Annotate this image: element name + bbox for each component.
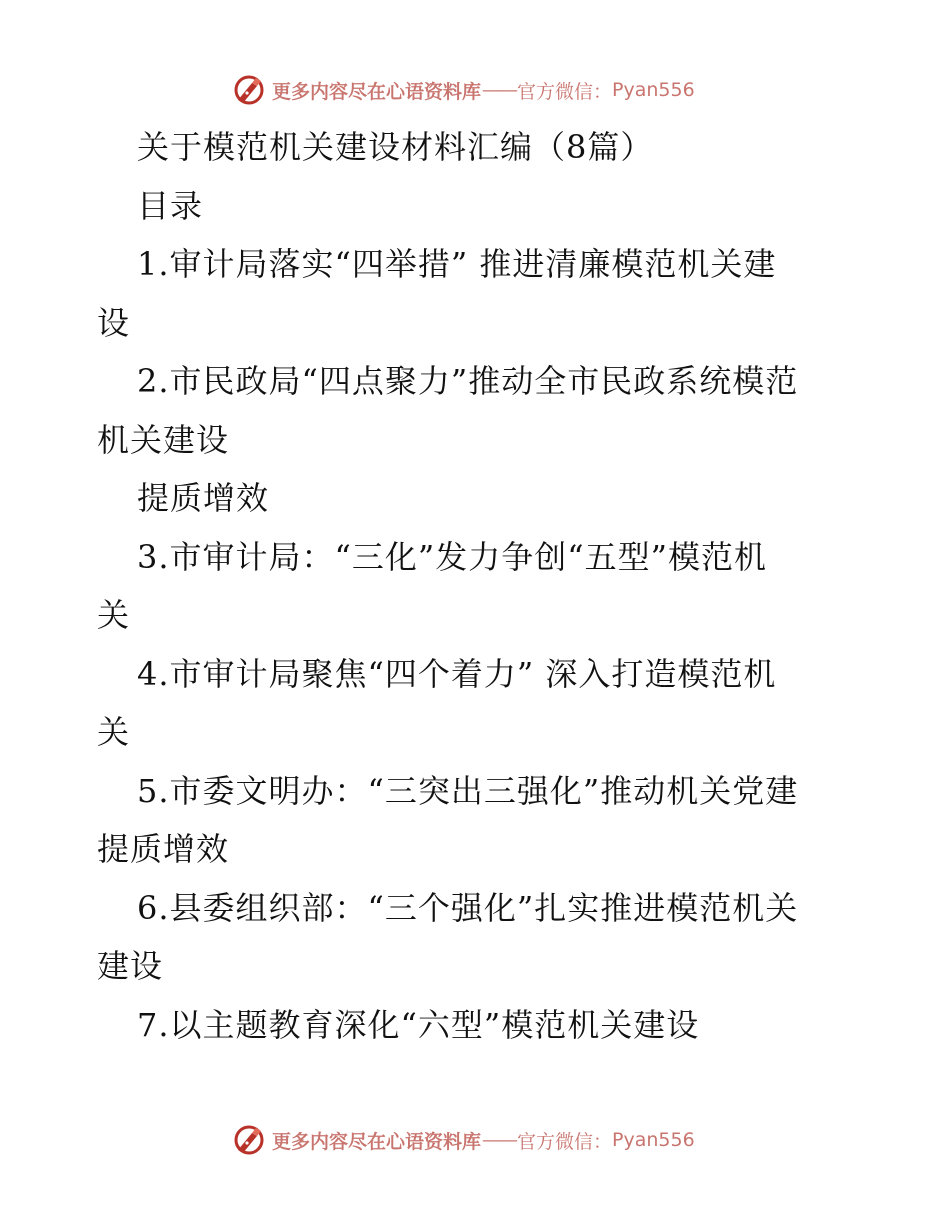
header-watermark	[232, 70, 695, 110]
watermark-wechat-label: 官方微信：	[517, 80, 613, 103]
footer-watermark	[232, 1120, 695, 1160]
toc-line: 设	[97, 303, 131, 342]
document-body	[97, 118, 857, 1054]
watermark-text: 更多内容尽在心语资料库	[272, 1130, 482, 1153]
toc-line: 6.县委组织部：“三个强化”扎实推进模范机关	[137, 888, 799, 927]
document-title: 关于模范机关建设材料汇编（8篇）	[137, 128, 654, 166]
toc-line: 5.市委文明办：“三突出三强化”推动机关党建	[137, 771, 799, 810]
watermark-separator: ——	[482, 79, 517, 101]
toc-line: 3.市审计局：“三化”发力争创“五型”模范机	[137, 537, 767, 576]
toc-line: 提质增效	[97, 830, 230, 868]
toc-line: 建设	[97, 947, 164, 985]
watermark-wechat-id: Pyan556	[612, 79, 695, 101]
toc-line: 2.市民政局“四点聚力”推动全市民政系统模范	[137, 362, 799, 400]
watermark-separator: ——	[482, 1129, 517, 1151]
toc-heading: 目录	[137, 186, 204, 225]
toc-line: 机关建设	[97, 420, 230, 459]
toc-line: 关	[97, 713, 131, 751]
toc-list	[97, 235, 857, 1054]
watermark-wechat-id: Pyan556	[612, 1129, 695, 1151]
toc-line: 1.审计局落实“四举措” 推进清廉模范机关建	[137, 245, 777, 283]
pen-nib-logo-icon	[232, 1123, 266, 1157]
watermark-wechat-label: 官方微信：	[517, 1130, 613, 1153]
toc-line: 7.以主题教育深化“六型”模范机关建设	[137, 1005, 700, 1044]
toc-line: 提质增效	[137, 479, 270, 517]
toc-line: 关	[97, 596, 131, 634]
toc-line: 4.市审计局聚焦“四个着力” 深入打造模范机	[137, 654, 777, 693]
pen-nib-logo-icon	[232, 73, 266, 107]
watermark-text: 更多内容尽在心语资料库	[272, 80, 482, 103]
